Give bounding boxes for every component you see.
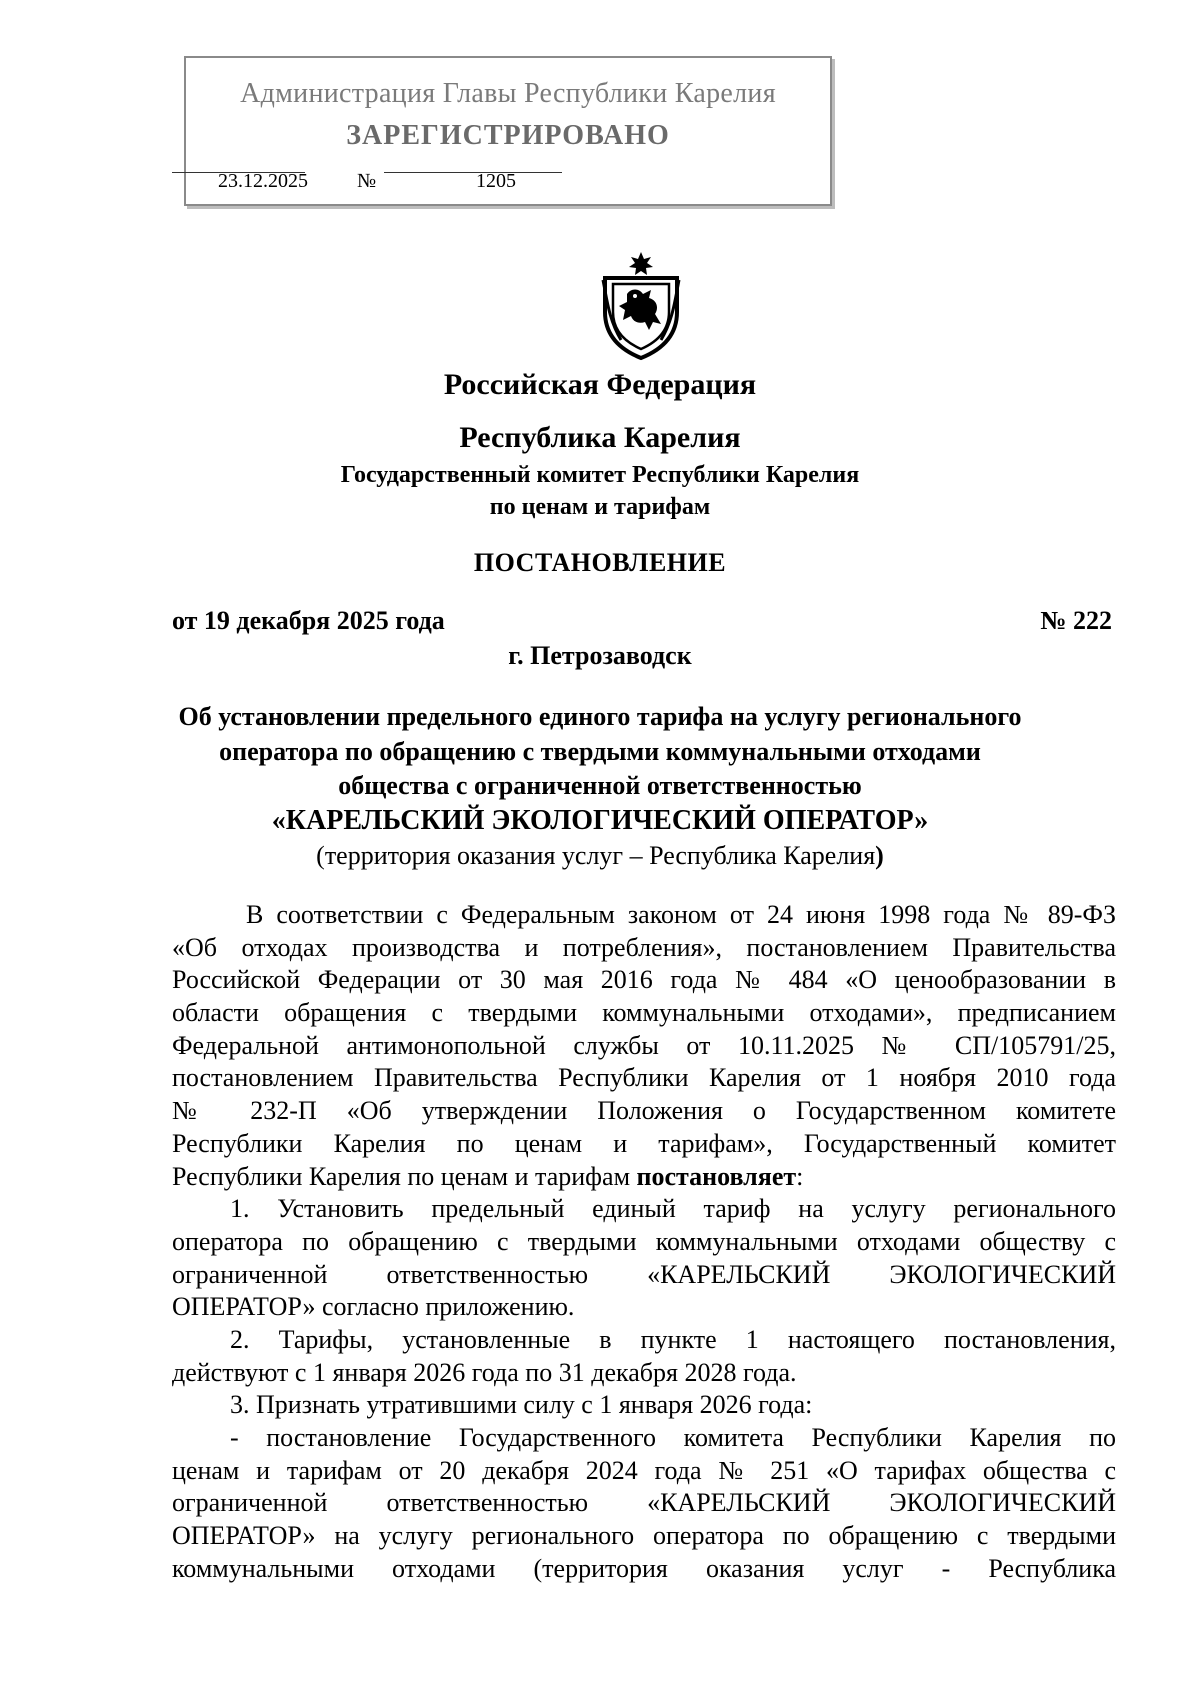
coat-of-arms-icon [597, 250, 685, 362]
document-title-line2: оператора по обращению с твердыми коммунальными отходами [219, 737, 981, 766]
body-line: 3. Признать утратившими силу с 1 января 2026 года: [230, 1390, 813, 1420]
body-line: ограниченной ответственностью «КАРЕЛЬСКИЙ ЭКОЛОГИЧЕСКИЙ [172, 1259, 1116, 1289]
body-line: В соответствии с Федеральным законом от 24 июня 1998 года № 89-ФЗ [246, 900, 1116, 929]
body-line: ценам и тарифам от 20 декабря 2024 года № 251 «О тарифах общества с [172, 1455, 1116, 1485]
body-line: действуют с 1 января 2026 года по 31 декабря 2028 года. [172, 1357, 797, 1387]
body-line: Российской Федерации от 30 мая 2016 года № 484 «О ценообразовании в [172, 965, 1116, 995]
stamp-date: 23.12.2025 [218, 170, 308, 192]
body-line: «Об отходах производства и потребления», постановлением Правительства [172, 932, 1116, 962]
document-title-line1: Об установлении предельного единого тарифа на услугу регионального [178, 702, 1022, 731]
stamp-number-sign: № [357, 170, 377, 192]
body-line: Республики Карелия по ценам и тарифам», Государственный комитет [172, 1128, 1116, 1158]
body-line: 1. Установить предельный единый тариф на услугу регионального [230, 1194, 1116, 1224]
committee-heading-line1: Государственный комитет Республики Карелия [340, 462, 860, 488]
territory-note: (территория оказания услуг – Республика Карелия [316, 841, 876, 870]
document-title-line3: общества с ограниченной ответственностью [338, 771, 862, 800]
document-title-line4: «КАРЕЛЬСКИЙ ЭКОЛОГИЧЕСКИЙ ОПЕРАТОР» [271, 805, 929, 836]
body-line: ограниченной ответственностью «КАРЕЛЬСКИЙ ЭКОЛОГИЧЕСКИЙ [172, 1488, 1116, 1518]
territory-note-paren: ) [875, 841, 884, 870]
resolution-colon: : [796, 1161, 804, 1191]
body-line: ОПЕРАТОР» на услугу регионального оператора по обращению с твердыми [172, 1521, 1116, 1551]
body-line: ОПЕРАТОР» согласно приложению. [172, 1292, 575, 1322]
body-line: - постановление Государственного комитета Республики Карелия по [230, 1423, 1116, 1452]
document-number: № 222 [1040, 606, 1112, 635]
resolution-preamble: Республики Карелия по ценам и тарифам [172, 1161, 637, 1191]
stamp-status: ЗАРЕГИСТРИРОВАНО [346, 120, 670, 151]
document-title-line5 [0, 841, 1200, 871]
body-line: оператора по обращению с твердыми коммунальными отходами обществу с [172, 1226, 1116, 1256]
body-line: 2. Тарифы, установленные в пункте 1 настоящего постановления, [230, 1324, 1116, 1354]
body-line: № 232-П «Об утверждении Положения о Государственном комитете [172, 1096, 1116, 1126]
stamp-title: Администрация Главы Республики Карелия [240, 78, 776, 109]
stamp-number: 1205 [476, 170, 516, 192]
country-heading: Российская Федерация [443, 368, 757, 401]
body-line: коммунальными отходами (территория оказания услуг - Республика [172, 1553, 1116, 1583]
body-line [172, 1161, 1116, 1194]
document-date: от 19 декабря 2025 года [172, 606, 445, 635]
document-type: ПОСТАНОВЛЕНИЕ [473, 548, 727, 577]
stamp-number-underline [384, 172, 562, 173]
resolves-keyword: постановляет [636, 1161, 797, 1191]
document-body [172, 899, 1116, 1585]
body-line: Федеральной антимонопольной службы от 10.11.2025 № СП/105791/25, [172, 1030, 1116, 1060]
republic-heading: Республика Карелия [459, 421, 741, 454]
body-line: постановлением Правительства Республики Карелия от 1 ноября 2010 года [172, 1063, 1116, 1093]
committee-heading-line2: по ценам и тарифам [489, 494, 711, 520]
document-city: г. Петрозаводск [508, 641, 692, 670]
body-line: области обращения с твердыми коммунальными отходами», предписанием [172, 998, 1116, 1028]
